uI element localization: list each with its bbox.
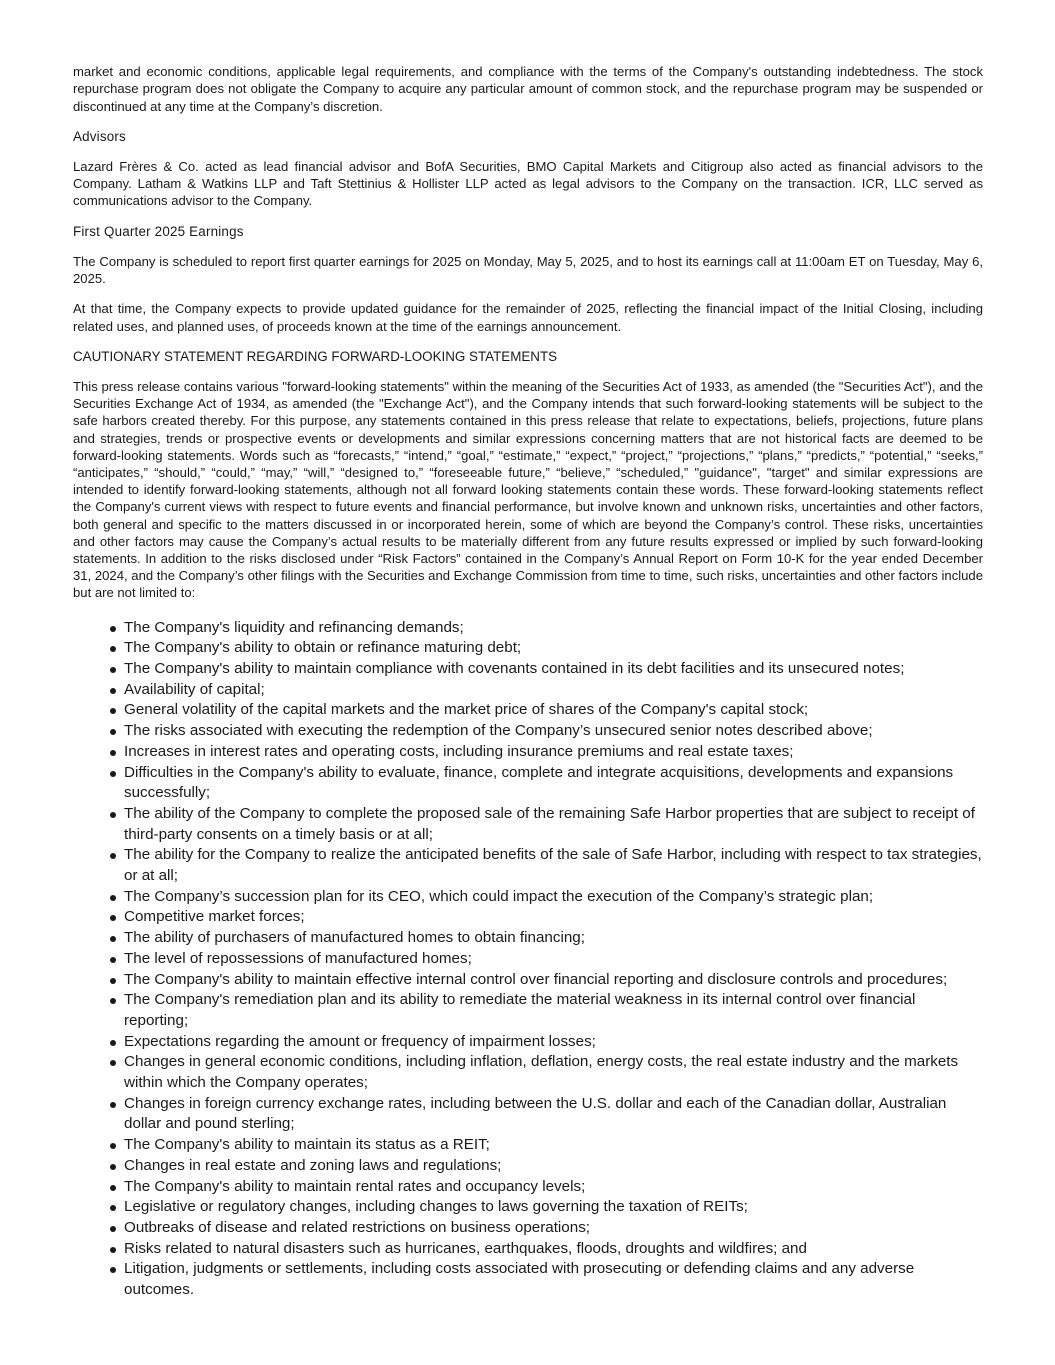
bullet-icon: [110, 957, 116, 963]
bullet-icon: [110, 1205, 116, 1211]
risk-list-item-text: The Company's ability to maintain effective internal control over financial reporting and disclosure controls and procedures;: [124, 970, 948, 988]
bullet-icon: [110, 1247, 116, 1253]
risk-list-item: [124, 618, 983, 639]
bullet-icon: [110, 978, 116, 984]
risk-list-item-text: Changes in real estate and zoning laws and regulations;: [124, 1156, 502, 1174]
risk-factor-list: [73, 618, 983, 1301]
risk-list-item: [124, 1032, 983, 1053]
risk-list-item-text: The Company's ability to maintain its status as a REIT;: [124, 1136, 490, 1154]
bullet-icon: [110, 688, 116, 694]
risk-list-item: [124, 1135, 983, 1156]
risk-list-item: [124, 1094, 983, 1135]
bullet-icon: [110, 708, 116, 714]
risk-list-item-text: General volatility of the capital markets and the market price of shares of the Company's capital stock;: [124, 701, 809, 719]
earnings-paragraph-2: At that time, the Company expects to provide updated guidance for the remainder of 2025, reflecting the financial impact of the Initial Closing, including related uses, and planned uses, of proceeds known at the time of the earnings announcement.: [73, 301, 983, 334]
bullet-icon: [110, 729, 116, 735]
bullet-icon: [110, 1267, 116, 1273]
risk-list-item-text: The Company's ability to maintain rental rates and occupancy levels;: [124, 1177, 586, 1195]
risk-list-item: [124, 1156, 983, 1177]
risk-list-item-text: Risks related to natural disasters such as hurricanes, earthquakes, floods, droughts and wildfires; and: [124, 1239, 807, 1257]
risk-list-item-text: The Company’s succession plan for its CEO, which could impact the execution of the Company’s strategic plan;: [124, 887, 874, 905]
repurchase-paragraph: market and economic conditions, applicable legal requirements, and compliance with the terms of the Company's outstanding indebtedness. The stock repurchase program does not obligate the Company to acquire any particular amount of common stock, and the repurchase program may be suspended or discontinued at any time at the Company’s discretion.: [73, 64, 983, 114]
risk-list-item: [124, 680, 983, 701]
risk-list-item-text: The ability of purchasers of manufactured homes to obtain financing;: [124, 929, 585, 947]
risk-list-item-text: Expectations regarding the amount or frequency of impairment losses;: [124, 1032, 596, 1050]
bullet-icon: [110, 1060, 116, 1066]
risk-list-item: [124, 1177, 983, 1198]
risk-list-item: [124, 638, 983, 659]
risk-list-item: [124, 1239, 983, 1260]
bullet-icon: [110, 1226, 116, 1232]
risk-list-item-text: Changes in foreign currency exchange rates, including between the U.S. dollar and each of the Canadian dollar, Australian dollar and pound sterling;: [124, 1094, 947, 1133]
risk-list-item-text: Availability of capital;: [124, 680, 265, 698]
risk-list-item-text: Increases in interest rates and operating costs, including insurance premiums and real estate taxes;: [124, 742, 794, 760]
risk-list-item-text: Difficulties in the Company's ability to evaluate, finance, complete and integrate acquisitions, developments and expansions successfully;: [124, 763, 954, 802]
bullet-icon: [110, 1164, 116, 1170]
risk-list-item: [124, 742, 983, 763]
risk-list-item: [124, 887, 983, 908]
bullet-icon: [110, 936, 116, 942]
risk-list-item: [124, 1197, 983, 1218]
cautionary-paragraph: This press release contains various "forward-looking statements" within the meaning of the Securities Act of 1933, as amended (the "Securities Act"), and the Securities Exchange Act of 1934, as amended (the "Exchange Act"), and the Company intends that such forward-looking statements will be subject to the safe harbors created thereby. For this purpose, any statements contained in this press release that relate to expectations, beliefs, projections, future plans and strategies, trends or prospective events or developments and similar expressions concerning matters that are not historical facts are deemed to be forward-looking statements. Words such as “forecasts,” “intend,” “goal,” “estimate,” “expect,” “project,” “projections,” “plans,” “predicts,” “potential,” “seeks,” “anticipates,” “should,” “could,” “may,” “will,” “designed to,” “foreseeable future,” “believe,” “scheduled,” "guidance", "target" and similar expressions are intended to identify forward-looking statements, although not all forward looking statements contain these words. These forward-looking statements reflect the Company's current views with respect to future events and financial performance, but involve known and unknown risks, uncertainties and other factors, both general and specific to the matters discussed in or incorporated herein, some of which are beyond the Company’s control. These risks, uncertainties and other factors may cause the Company’s actual results to be materially different from any future results expressed or implied by such forward-looking statements. In addition to the risks disclosed under “Risk Factors” contained in the Company’s Annual Report on Form 10-K for the year ended December 31, 2024, and the Company’s other filings with the Securities and Exchange Commission from time to time, such risks, uncertainties and other factors include but are not limited to:: [73, 378, 983, 601]
bullet-icon: [110, 1040, 116, 1046]
bullet-icon: [110, 915, 116, 921]
risk-list-item-text: Changes in general economic conditions, including inflation, deflation, energy costs, the real estate industry and the markets within which the Company operates;: [124, 1053, 959, 1092]
risk-list-item: [124, 970, 983, 991]
risk-list-item: [124, 1218, 983, 1239]
risk-list-item-text: Competitive market forces;: [124, 908, 305, 926]
risk-list-item: [124, 700, 983, 721]
bullet-icon: [110, 895, 116, 901]
risk-list-item: [124, 928, 983, 949]
advisors-heading: Advisors: [73, 128, 126, 144]
cautionary-heading: CAUTIONARY STATEMENT REGARDING FORWARD-LOOKING STATEMENTS: [73, 348, 558, 364]
bullet-icon: [110, 626, 116, 632]
bullet-icon: [110, 667, 116, 673]
bullet-icon: [110, 750, 116, 756]
risk-list-item: [124, 659, 983, 680]
risk-list-item: [124, 845, 983, 886]
bullet-icon: [110, 1143, 116, 1149]
risk-list-item-text: Outbreaks of disease and related restrictions on business operations;: [124, 1219, 591, 1236]
bullet-icon: [110, 646, 116, 652]
advisors-paragraph: Lazard Frères & Co. acted as lead financial advisor and BofA Securities, BMO Capital Markets and Citigroup also acted as financial advisors to the Company. Latham & Watkins LLP and Taft Stettinius & Hollister LLP acted as legal advisors to the Company on the transaction. ICR, LLC served as communications advisor to the Company.: [73, 158, 983, 209]
risk-list-item-text: The risks associated with executing the redemption of the Company’s unsecured senior notes described above;: [124, 722, 873, 740]
bullet-icon: [110, 812, 116, 818]
risk-list-item: [124, 1052, 983, 1093]
risk-list-item: [124, 949, 983, 970]
earnings-heading: First Quarter 2025 Earnings: [73, 223, 244, 239]
bullet-icon: [110, 998, 116, 1004]
risk-list-item: [124, 907, 983, 928]
bullet-icon: [110, 853, 116, 859]
bullet-icon: [110, 771, 116, 777]
risk-list-item: [124, 990, 983, 1031]
risk-list-item: [124, 804, 983, 845]
risk-list-item-text: The Company's liquidity and refinancing demands;: [124, 618, 464, 636]
risk-list-item: [124, 721, 983, 742]
risk-list-item-text: The level of repossessions of manufactured homes;: [124, 949, 472, 967]
risk-list-item-text: The Company's remediation plan and its ability to remediate the material weakness in its internal control over financial reporting;: [124, 991, 916, 1029]
risk-list-item-text: The ability of the Company to complete the proposed sale of the remaining Safe Harbor properties that are subject to receipt of third-party consents on a timely basis or at all;: [124, 804, 975, 843]
bullet-icon: [110, 1102, 116, 1108]
risk-list-item-text: The ability for the Company to realize the anticipated benefits of the sale of Safe Harbor, including with respect to tax strategies, or at all;: [124, 846, 982, 885]
bullet-icon: [110, 1185, 116, 1191]
risk-list-item: [124, 1259, 983, 1300]
risk-list-item-text: Legislative or regulatory changes, including changes to laws governing the taxation of REITs;: [124, 1198, 748, 1216]
risk-list-item-text: The Company's ability to obtain or refinance maturing debt;: [124, 639, 522, 657]
risk-list-item: [124, 763, 983, 804]
risk-list-item-text: Litigation, judgments or settlements, including costs associated with prosecuting or defending claims and any adverse outcomes.: [124, 1260, 915, 1299]
risk-list-item-text: The Company's ability to maintain compliance with covenants contained in its debt facilities and its unsecured notes;: [124, 660, 905, 678]
earnings-paragraph-1: The Company is scheduled to report first quarter earnings for 2025 on Monday, May 5, 2025, and to host its earnings call at 11:00am ET on Tuesday, May 6, 2025.: [73, 253, 983, 287]
